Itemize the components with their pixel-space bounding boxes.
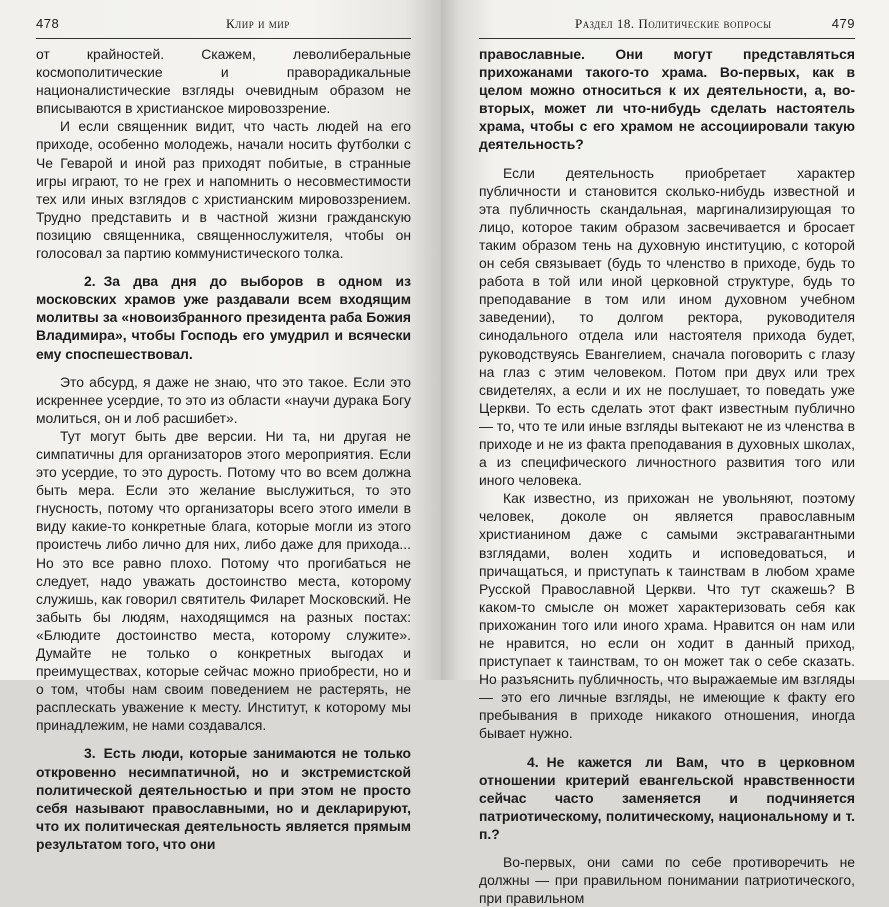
paragraph: от крайностей. Скажем, леволиберальные космополитические и праворадикальные националистические взгляды очевидным образом не вписываются в христианское мировоззрение. bbox=[36, 46, 411, 117]
running-head: Клир и мир bbox=[226, 16, 290, 31]
paragraph: Во-первых, они сами по себе противоречить не должны — при правильном понимании патриотического, при правильном bbox=[479, 854, 855, 907]
header-rule bbox=[479, 38, 855, 39]
question-heading bbox=[36, 744, 411, 853]
question-text: Есть люди, которые занимаются не только откровенно несимпатичной, но и экстремистской политической деятельностью и при этом не просто себя называют православными, но и декларируют, что их политическая деятельность является прямым результатом того, что они bbox=[36, 745, 411, 852]
question-heading bbox=[36, 272, 411, 362]
question-number: 4. bbox=[527, 753, 539, 770]
paragraph: Тут могут быть две версии. Ни та, ни другая не симпатичны для организаторов этого мероприятия. Если это усердие, то это дурость. Потому что во всем должна быть мера. Если это желание выслужиться, то это гнусность, потому что организаторы всего этого имели в виду какие-то конкретные блага, которые могли из этого проистечь либо лично для них, либо даже для прихода... Но это все равно плохо. Потому что прогибаться не следует, надо уважать достоинство места, которому служишь, как говорил святитель Филарет Московский. Не забыть бы людям, находящимся на разных постах: «Блюдите достоинство места, которому служите». Думайте не только о конкретных выгодах и преимуществах, которые сейчас можно приобрести, но и о том, чтобы нам своим поведением не растерять, не расплескать уважение к месту. Институт, к которому мы принадлежим, не нами создавался. bbox=[36, 427, 411, 734]
question-number: 3. bbox=[84, 745, 96, 762]
paragraph: И если священник видит, что часть людей на его приходе, особенно молодежь, начали носить футболки с Че Геварой и иной раз приходят побитые, в странные игры играют, то не грех и напомнить о несовместимости тех или иных взглядов с христианским мировоззрением. Трудно представить и в частной жизни гражданскую позицию священника, священнослужителя, чтобы он голосовал за партию коммунистического толка. bbox=[36, 118, 411, 262]
page-header bbox=[479, 16, 855, 38]
page-header bbox=[36, 16, 411, 38]
page-number: 478 bbox=[36, 16, 60, 31]
paragraph: Если деятельность приобретает характер публичности и становится сколько-нибудь известной и эта публичность скандальная, маргинализирующая то лицо, которое таким образом засвечивается и бросает таким образом тень на духовную институцию, с которой он себя связывает (будь то членство в приходе, будь то работа в той или иной церковной структуре, будь то преподавание в том или ином духовном учебном заведении), то долгом ректора, руководителя синодального отдела или настоятеля прихода будет, руководствуясь Евангелием, сначала поговорить с глазу на глаз с этим человеком. Потом при двух или трех свидетелях, а если и их не послушает, то поведать уже Церкви. То есть сделать этот факт известным публично — то, что те или иные взгляды вытекают не из членства в приходе и не из факта преподавания в духовных школах, а из специфического личностного развития того или иного человека. bbox=[479, 164, 855, 489]
page-body bbox=[36, 45, 411, 853]
question-heading bbox=[479, 753, 855, 843]
running-head: Раздел 18. Политические вопросы bbox=[575, 16, 772, 31]
page-number: 479 bbox=[831, 16, 855, 31]
header-rule bbox=[36, 38, 411, 39]
question-text: Не кажется ли Вам, что в церковном отношении критерий евангельской нравственности сейчас часто заменяется и подчиняется патриотическому, политическому, национальному и т. п.? bbox=[479, 753, 855, 842]
left-page bbox=[0, 0, 441, 852]
paragraph: Это абсурд, я даже не знаю, что это такое. Если это искреннее усердие, то это из области «научи дурака Богу молиться, он и лоб расшибет». bbox=[36, 373, 411, 426]
question-continuation: православные. Они могут представляться прихожанами такого-то храма. Во-первых, как в целом можно относиться к их деятельности, а, во-вторых, может ли что-нибудь сделать настоятель храма, чтобы с его храмом не ассоциировали такую деятельность? bbox=[479, 46, 855, 153]
page-body bbox=[479, 45, 855, 907]
question-text: За два дня до выборов в одном из московских храмов уже раздавали всем входящим молитвы за «новоизбранного президента раба Божия Владимира», чтобы Господь его умудрил и всячески ему споспешествовал. bbox=[36, 273, 411, 362]
question-number: 2. bbox=[84, 273, 96, 290]
right-page bbox=[441, 0, 889, 907]
paragraph: Как известно, из прихожан не увольняют, поэтому человек, доколе он является православным христианином даже с самыми экстравагантными взглядами, волен ходить и исповедоваться, и причащаться, и приступать к таинствам в любом храме Русской Православной Церкви. Что тут скажешь? В каком-то смысле он может характеризовать себя как прихожанин того или иного храма. Нравится он нам или не нравится, но если он ходит в данный приход, приступает к таинствам, то он может так о себе сказать. Но разъяснить публичность, что выражаемые им взгляды — это его личные взгляды, не имеющие к факту его пребывания в приходе никакого отношения, иногда бывает нужно. bbox=[479, 490, 855, 742]
